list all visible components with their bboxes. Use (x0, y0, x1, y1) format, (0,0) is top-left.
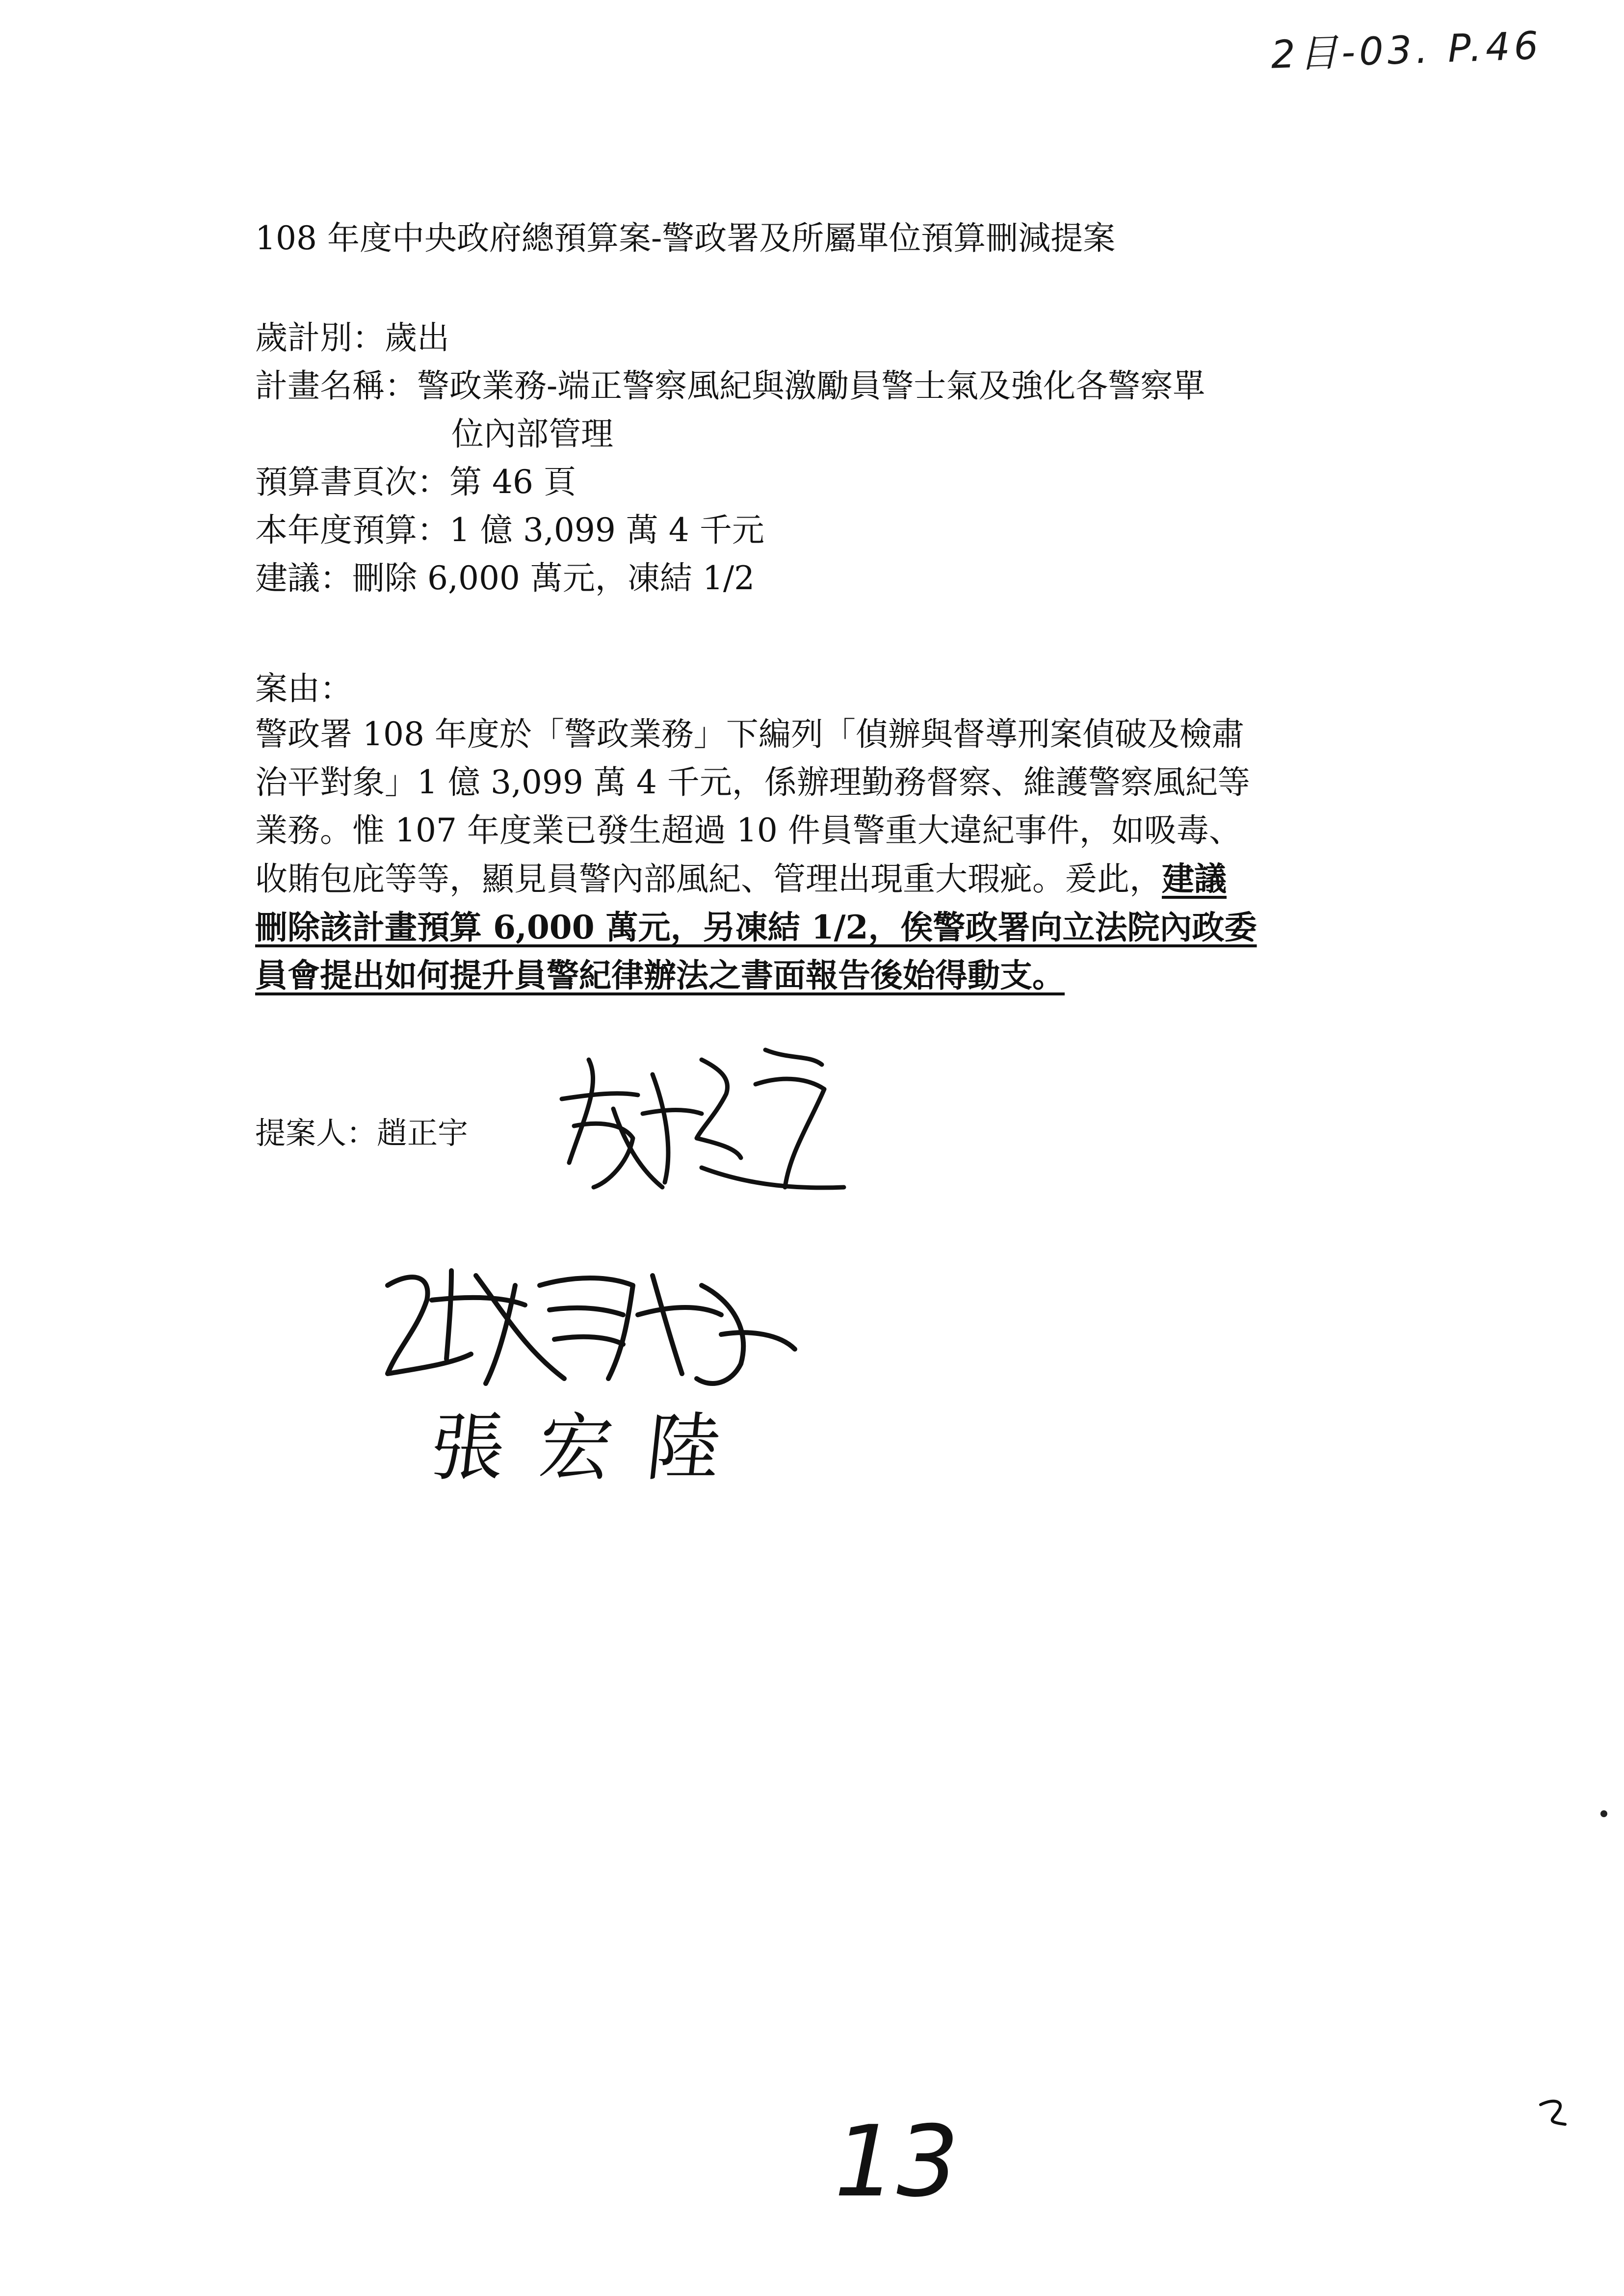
reason-label: 案由： (255, 670, 352, 707)
category-line: 歲計別：歲出 (255, 319, 449, 357)
reason-line (255, 855, 1257, 903)
handwritten-reference-note: 2目-03. P.46 (1270, 24, 1543, 78)
proposal-meta (255, 314, 1205, 602)
suggestion-line: 建議：刪除 6,000 萬元，凍結 1/2 (255, 559, 755, 597)
recommendation-emphasis: 刪除該計畫預算 6,000 萬元，另凍結 1/2，俟警政署向立法院內政委 (255, 908, 1257, 946)
reason-line: 業務。惟 107 年度業已發生超過 10 件員警重大違紀事件，如吸毒、 (255, 811, 1241, 849)
reason-body (255, 710, 1257, 999)
proposer-signature (554, 1040, 849, 1202)
scan-speck (1600, 1810, 1607, 1817)
document-title: 108 年度中央政府總預算案-警政署及所屬單位預算刪減提案 (255, 219, 1116, 257)
recommendation-emphasis: 員會提出如何提升員警紀律辦法之書面報告後始得動支。 (255, 956, 1065, 994)
reason-line-plain: 收賄包庇等等，顯見員警內部風紀、管理出現重大瑕疵。爰此， (255, 860, 1162, 898)
cosigner-signature (378, 1256, 800, 1393)
budget-page-line: 預算書頁次：第 46 頁 (255, 463, 576, 501)
recommendation-emphasis: 建議 (1162, 860, 1227, 898)
plan-name-continuation: 位內部管理 (451, 415, 613, 453)
plan-name-line: 計畫名稱：警政業務-端正警察風紀與激勵員警士氣及強化各警察單 (255, 367, 1205, 405)
reason-line: 治平對象」1 億 3,099 萬 4 千元，係辦理勤務督察、維護警察風紀等 (255, 763, 1250, 801)
proposer-line: 提案人：趙正宇 (255, 1115, 469, 1151)
cosigner-handwritten-name: 張宏陸 (426, 1406, 760, 1491)
page-number: 13 (834, 2105, 959, 2219)
reason-line: 警政署 108 年度於「警政業務」下編列「偵辦與督導刑案偵破及檢肅 (255, 715, 1244, 753)
margin-mark (1536, 2095, 1575, 2129)
current-budget-line: 本年度預算：1 億 3,099 萬 4 千元 (255, 511, 764, 549)
